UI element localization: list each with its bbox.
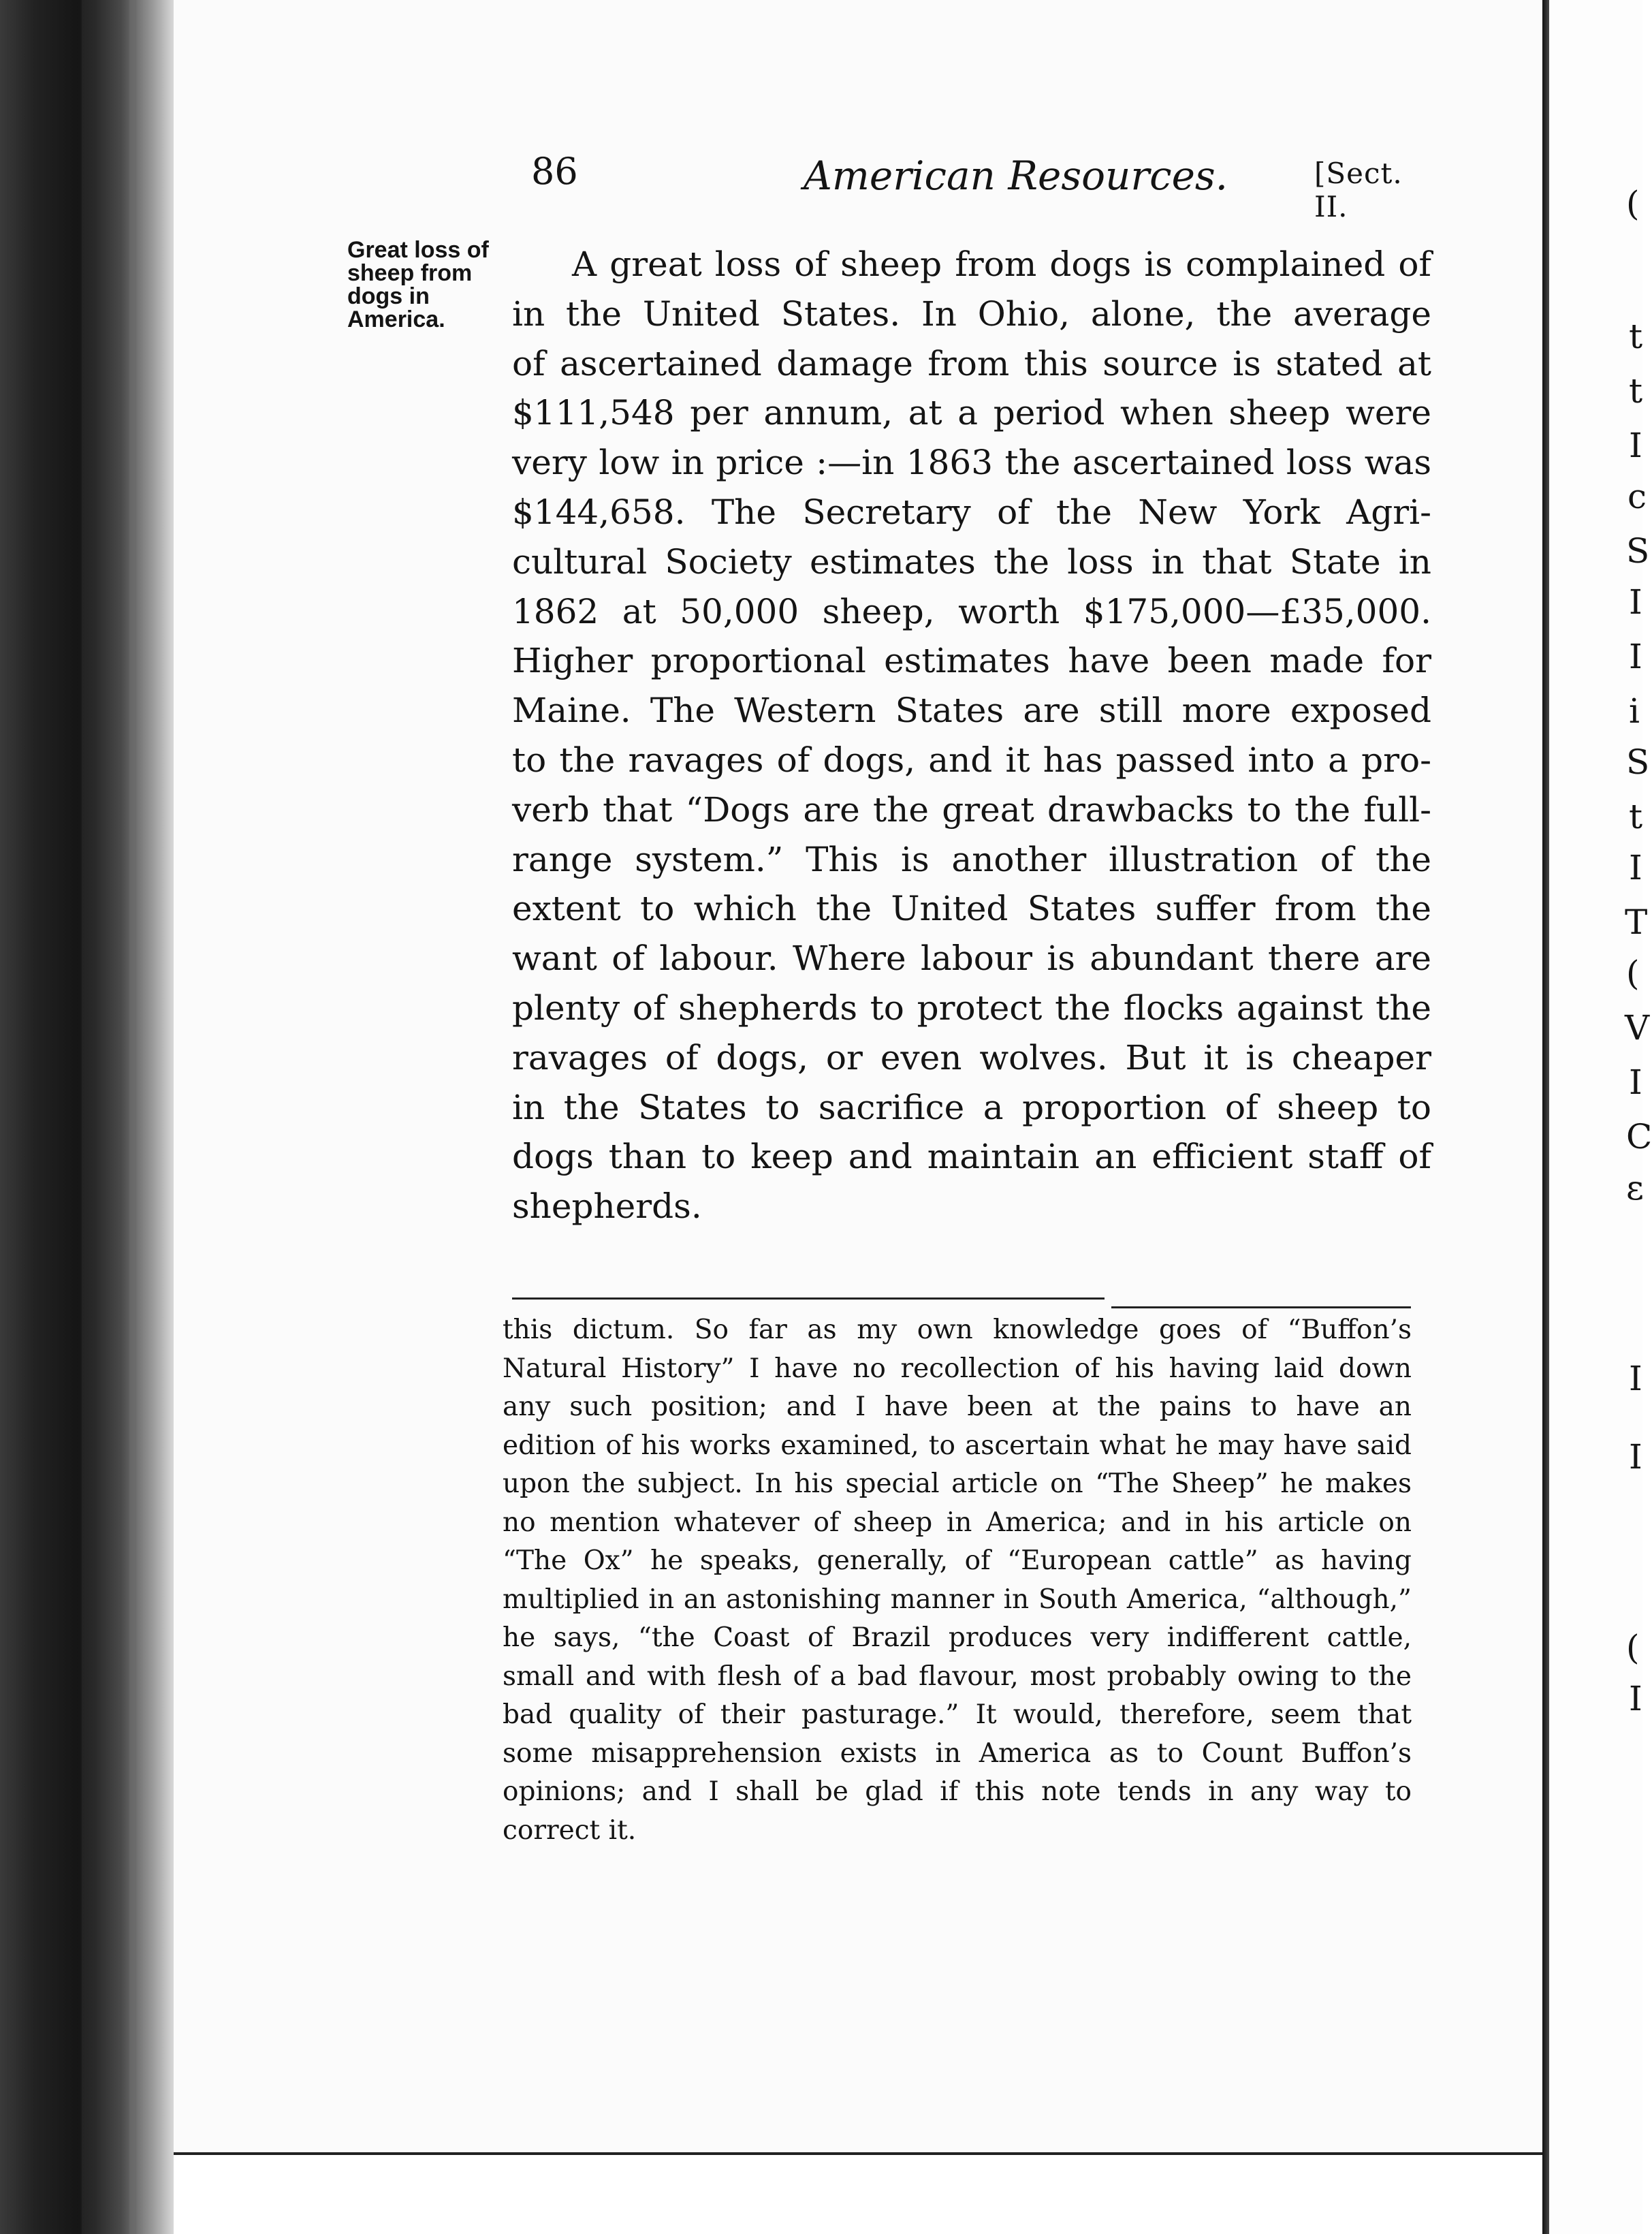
margin-note-line: America.	[347, 306, 445, 332]
footnote-line: edition of his works examined, to ascertain what he may have said	[503, 1430, 1412, 1461]
text-line: to the ravages of dogs, and it has passed into a pro-	[512, 740, 1431, 780]
footnote-line: correct it.	[503, 1814, 637, 1846]
text-line: very low in price :—in 1863 the ascertained loss was	[512, 443, 1431, 483]
text-line: dogs than to keep and maintain an efficient staff of	[512, 1137, 1431, 1177]
text-line: in the United States. In Ohio, alone, the average	[512, 294, 1431, 334]
next-page-letter: I	[1629, 582, 1642, 622]
next-page-letter: t	[1629, 797, 1643, 836]
next-page-letter: C	[1626, 1117, 1652, 1157]
text-line: range system.” This is another illustration of the	[512, 839, 1431, 879]
text-line: extent to which the United States suffer from the	[512, 889, 1431, 929]
footnote-line: small and with flesh of a bad flavour, most probably owing to the	[503, 1661, 1412, 1692]
footnote-line: any such position; and I have been at the pains to have an	[503, 1391, 1412, 1422]
margin-note-line: dogs in	[347, 283, 430, 309]
footnote	[503, 1311, 1412, 1850]
text-line: $111,548 per annum, at a period when sheep were	[512, 393, 1431, 433]
next-page-letter: I	[1629, 426, 1642, 465]
next-page-letter: t	[1629, 317, 1643, 356]
next-page-letter: I	[1629, 1359, 1642, 1398]
text-line: in the States to sacrifice a proportion of sheep to	[512, 1087, 1431, 1127]
next-page-letter: i	[1629, 691, 1640, 731]
text-line: ravages of dogs, or even wolves. But it is cheaper	[512, 1037, 1431, 1077]
text-line: Maine. The Western States are still more exposed	[512, 691, 1431, 731]
page-number: 86	[531, 150, 578, 193]
footnote-line: opinions; and I shall be glad if this note tends in any way to	[503, 1776, 1412, 1807]
next-page-letter: T	[1625, 902, 1648, 942]
next-page-letter: (	[1626, 954, 1640, 993]
next-page-letter: (	[1626, 184, 1640, 223]
text-line: A great loss of sheep from dogs is complained of	[572, 245, 1431, 284]
footnote-rule	[512, 1297, 1105, 1300]
text-line: cultural Society estimates the loss in that State in	[512, 541, 1431, 582]
next-page-letter: I	[1629, 1437, 1642, 1477]
text-line: want of labour. Where labour is abundant there are	[512, 939, 1431, 979]
footnote-line: some misapprehension exists in America as to Count Buffon’s	[503, 1737, 1412, 1769]
next-page-letter: I	[1629, 637, 1642, 676]
footnote-line: this dictum. So far as my own knowledge goes of “Buffon’s	[503, 1315, 1412, 1345]
text-line: 1862 at 50,000 sheep, worth $175,000—£35,000.	[512, 591, 1431, 631]
margin-note-line: sheep from	[347, 260, 473, 286]
next-page-letter: S	[1626, 531, 1650, 571]
next-page-letter: I	[1629, 1063, 1642, 1102]
text-line: plenty of shepherds to protect the flocks against the	[512, 988, 1431, 1028]
footnote-line: “The Ox” he speaks, generally, of “European cattle” as having	[503, 1545, 1412, 1576]
footnote-line: he says, “the Coast of Brazil produces very indifferent cattle,	[503, 1622, 1412, 1653]
next-page-letter: c	[1627, 477, 1647, 516]
running-title: American Resources.	[804, 153, 1228, 199]
text-line: Higher proportional estimates have been made for	[512, 641, 1431, 681]
text-line: verb that “Dogs are the great drawbacks to the full-	[512, 789, 1431, 830]
text-line: shepherds.	[512, 1186, 702, 1227]
margin-note	[347, 238, 518, 331]
next-page-letter: t	[1629, 371, 1643, 411]
footnote-line: Natural History” I have no recollection of his having laid down	[503, 1353, 1412, 1384]
footnote-line: no mention whatever of sheep in America; and in his article on	[503, 1507, 1412, 1538]
running-head	[347, 150, 1444, 223]
section-label: [Sect. II.	[1314, 157, 1403, 223]
footnote-line: upon the subject. In his special article on “The Sheep” he makes	[503, 1468, 1412, 1499]
binding-highlight	[129, 0, 136, 2234]
main-paragraph	[512, 240, 1431, 1231]
text-line: of ascertained damage from this source is stated at	[512, 343, 1431, 383]
footnote-line: multiplied in an astonishing manner in South America, “although,”	[503, 1584, 1412, 1615]
text-line: $144,658. The Secretary of the New York Agri-	[512, 492, 1431, 532]
next-page-letter: ε	[1626, 1168, 1644, 1208]
next-page-letter: (	[1626, 1628, 1640, 1667]
next-page-letter: I	[1629, 1679, 1642, 1718]
margin-note-line: Great loss of	[347, 237, 489, 263]
binding-shadow	[82, 0, 94, 2234]
footnote-rule-continued	[1111, 1306, 1411, 1308]
footnote-line: bad quality of their pasturage.” It would, therefore, seem that	[503, 1699, 1412, 1730]
next-page-letter: I	[1629, 848, 1642, 887]
next-page-letter: S	[1626, 742, 1650, 782]
next-page-letter: V	[1625, 1008, 1650, 1048]
